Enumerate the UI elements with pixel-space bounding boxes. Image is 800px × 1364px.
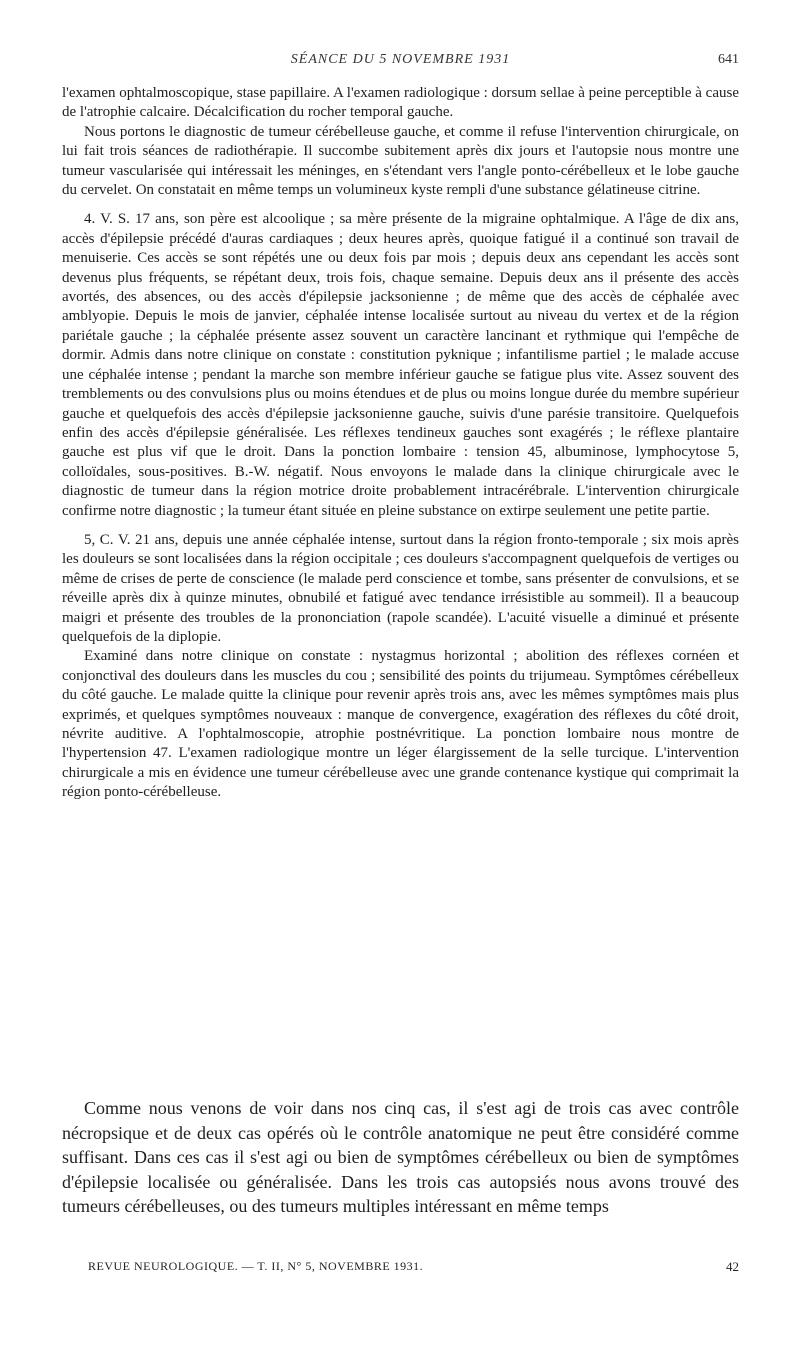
- page-header: [62, 52, 739, 76]
- signature-mark: 42: [726, 1259, 739, 1274]
- paragraph-case-4: 4. V. S. 17 ans, son père est alcoolique ; sa mère présente de la migraine ophtalmique. A l'âge de dix ans, accès d'épilepsie précédé d'auras cardiaques ; deux heures après, quoique fatigué il a continué son travail de menuiserie. Ces accès se sont répétés une ou deux fois par mois ; depuis deux ans cependant les accès sont devenus plus fréquents, se répétant deux, trois fois, chaque semaine. Depuis deux ans il présente des accès avortés, des absences, ou des accès d'épilepsie jacksonienne ; de même que des accès de céphalée avec amblyopie. Depuis le mois de janvier, céphalée intense localisée surtout au niveau du vertex et de la région pariétale gauche ; la céphalée présente assez souvent un caractère lancinant et rythmique qui l'empêche de dormir. Admis dans notre clinique on constate : constitution pyknique ; infantilisme partiel ; le malade accuse une céphalée intense ; pendant la marche son membre inférieur gauche se fatigue plus vite. Assez souvent des tremblements ou des convulsions plus ou moins étendues et de plus ou moins longue durée du membre supérieur gauche et quelquefois des accès d'épilepsie jacksonienne gauche, suivis d'une parésie transitoire. Quelquefois enfin des accès d'épilepsie généralisée. Les réflexes tendineux gauches sont exagérés ; le réflexe plantaire gauche est plus vif que le droit. Dans la ponction lombaire : tension 45, albuminose, lymphocytose 5, colloïdales, sous-positives. B.-W. négatif. Nous envoyons le malade dans la clinique chirurgicale avec le diagnostic de tumeur dans la région motrice droite probablement intracérébrale. L'intervention chirurgicale confirme notre diagnostic ; la tumeur étant située en pleine substance on extirpe seulement une petite partie.: [62, 211, 739, 519]
- page-number: 641: [718, 52, 739, 67]
- page-footer: [88, 1259, 739, 1279]
- journal-reference: REVUE NEUROLOGIQUE. — T. II, N° 5, NOVEMBRE 1931.: [88, 1259, 424, 1273]
- paragraph-diagnosis: Nous portons le diagnostic de tumeur cérébelleuse gauche, et comme il refuse l'intervention chirurgicale, on lui fait trois séances de radiothérapie. Il succombe subitement après dix jours et l'autopsie nous montre une tumeur vascularisée qui intéressait les méninges, en s'étendant vers l'angle ponto-cérébelleux et le lobe gauche du cervelet. On constatait en même temps un volumineux kyste rempli d'une substance gélatineuse citrine.: [62, 123, 739, 199]
- paragraph-continuation: l'examen ophtalmoscopique, stase papillaire. A l'examen radiologique : dorsum sellae à peine perceptible à cause de l'atrophie calcaire. Décalcification du rocher temporal gauche.: [62, 85, 739, 121]
- conclusion-text: [62, 1096, 739, 1219]
- paragraph-case-5-exam: Examiné dans notre clinique on constate : nystagmus horizontal ; abolition des réflexes cornéen et conjonctival des douleurs dans les muscles du cou ; sensibilité des points du trijumeau. Symptômes cérébelleux du côté gauche. Le malade quitte la clinique pour revenir après trois ans, avec les mêmes symptômes mais plus exprimés, et quelques symptômes nouveaux : manque de convergence, exagération des réflexes du côté droit, névrite auditive. A l'ophtalmoscopie, atrophie postnévritique. La ponction lombaire nous montre de l'hypertension 47. L'examen radiologique montre un léger élargissement de la selle turcique. L'intervention chirurgicale a mis en évidence une tumeur cérébelleuse avec une grande contenance kystique qui comprimait la région ponto-cérébelleuse.: [62, 648, 739, 801]
- paragraph-conclusion: Comme nous venons de voir dans nos cinq cas, il s'est agi de trois cas avec contrôle nécropsique et de deux cas opérés où le contrôle anatomique ne peut être considéré comme suffisant. Dans ces cas il s'est agi ou bien de symptômes cérébelleux ou bien de symptômes d'épilepsie localisée ou généralisée. Dans les trois cas autopsiés nous avons trouvé des tumeurs cérébelleuses, ou des tumeurs multiples intéressant en même temps: [62, 1098, 739, 1217]
- article-body: [62, 84, 739, 803]
- paragraph-case-5: 5, C. V. 21 ans, depuis une année céphalée intense, surtout dans la région fronto-temporale ; six mois après les douleurs se sont localisées dans la région occipitale ; ces douleurs s'accompagnent quelquefois de vertiges ou même de crises de perte de conscience (le malade perd conscience et tombe, sans présenter de convulsions, et se réveille après dix à quinze minutes, obnubilé et fatigué avec tendance irrésistible au sommeil). Il a beaucoup maigri et présente des troubles de la prononciation (rapole scandée). L'acuité visuelle a diminué et présente quelquefois de la diplopie.: [62, 531, 739, 645]
- running-title: SÉANCE DU 5 NOVEMBRE 1931: [290, 52, 511, 67]
